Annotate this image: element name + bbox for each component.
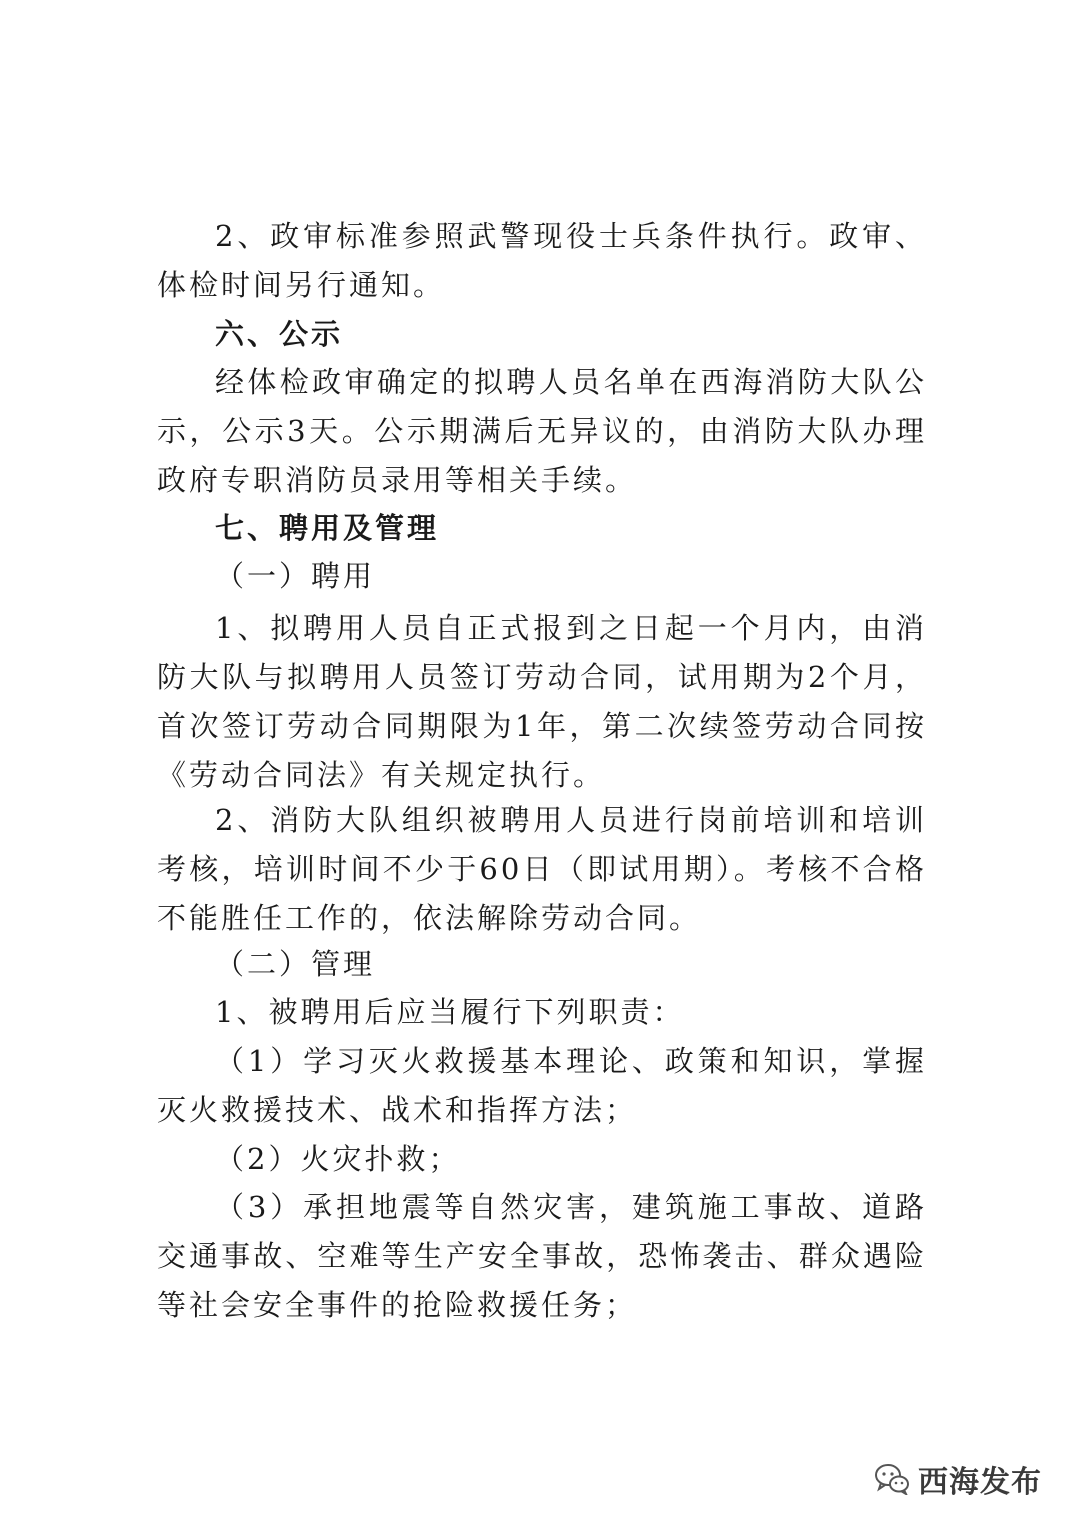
paragraph-training: 2、消防大队组织被聘用人员进行岗前培训和培训考核，培训时间不少于60日（即试用期）。考核不合格不能胜任工作的，依法解除劳动合同。	[157, 803, 927, 935]
subheading-management: （二）管理	[215, 947, 376, 981]
paragraph-duty-3: （3）承担地震等自然灾害，建筑施工事故、道路交通事故、空难等生产安全事故，恐怖袭击、群众遇险等社会安全事件的抢险救援任务；	[157, 1190, 927, 1322]
heading-section-seven: 七、聘用及管理	[215, 511, 440, 545]
heading-section-six: 六、公示	[215, 317, 344, 351]
paragraph-public-notice: 经体检政审确定的拟聘人员名单在西海消防大队公示，公示3天。公示期满后无异议的，由消防大队办理政府专职消防员录用等相关手续。	[157, 365, 927, 497]
paragraph-duty-1: （1）学习灭火救援基本理论、政策和知识，掌握灭火救援技术、战术和指挥方法；	[157, 1044, 927, 1127]
watermark	[874, 1457, 1042, 1501]
paragraph-duty-2: （2）火灾扑救；	[215, 1142, 461, 1176]
paragraph-political-review: 2、政审标准参照武警现役士兵条件执行。政审、体检时间另行通知。	[157, 219, 927, 302]
subheading-employment: （一）聘用	[215, 559, 376, 593]
paragraph-duties-intro: 1、被聘用后应当履行下列职责：	[215, 995, 685, 1029]
wechat-icon	[874, 1463, 910, 1495]
paragraph-contract: 1、拟聘用人员自正式报到之日起一个月内，由消防大队与拟聘用人员签订劳动合同，试用期为2个月，首次签订劳动合同期限为1年，第二次续签劳动合同按《劳动合同法》有关规定执行。	[157, 611, 927, 792]
watermark-text: 西海发布	[918, 1465, 1042, 1500]
